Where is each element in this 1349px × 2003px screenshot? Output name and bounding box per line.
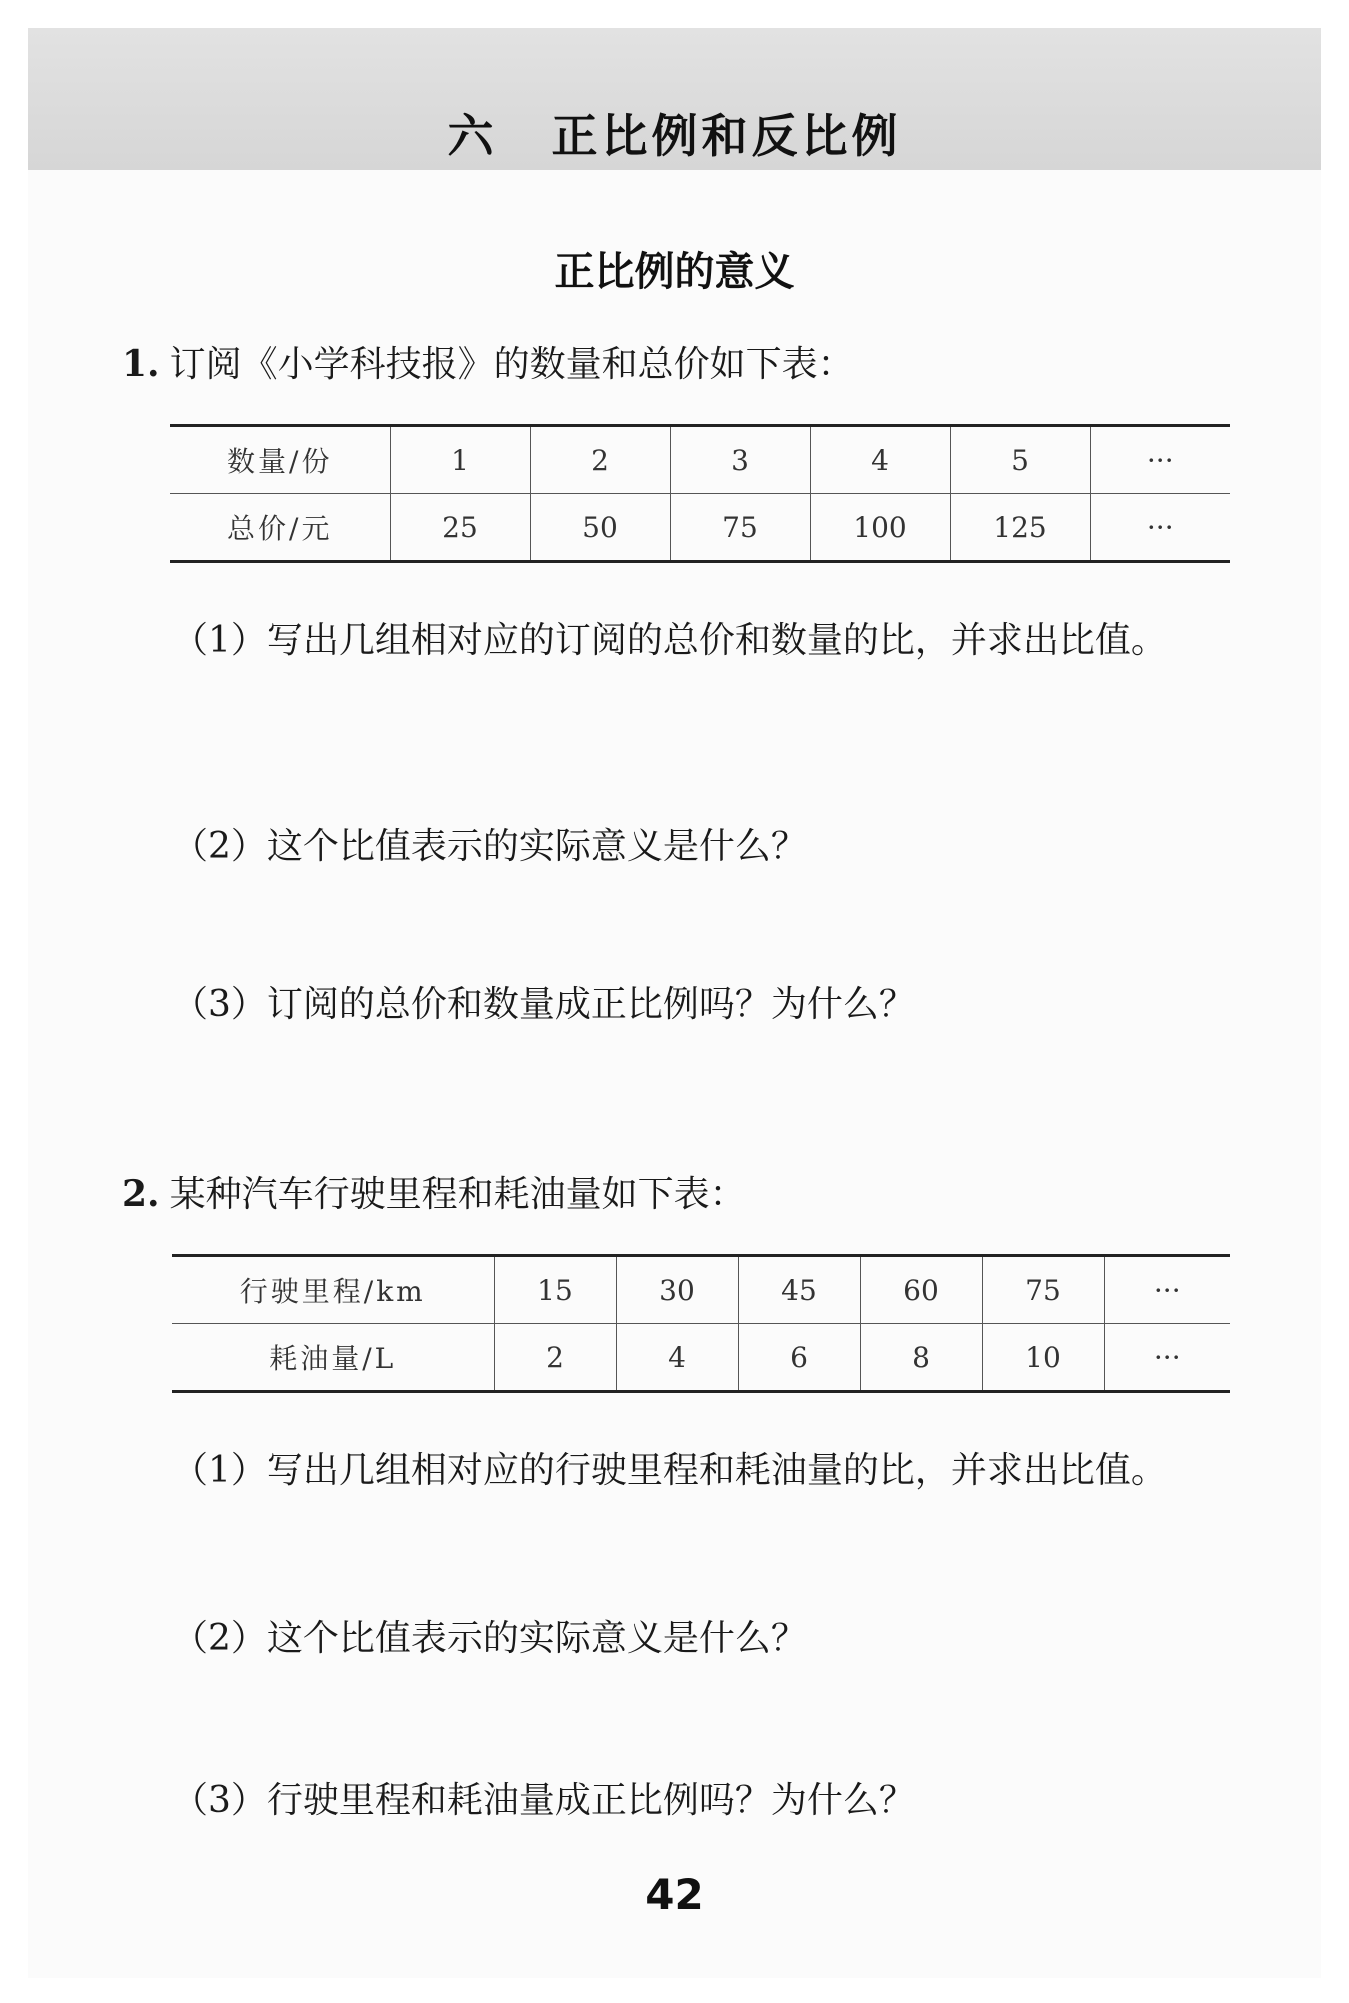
problem-2-prompt: [122, 1166, 746, 1217]
table-cell: 2: [494, 1324, 616, 1392]
question-2-1: （1）写出几组相对应的行驶里程和耗油量的比，并求出比值。: [172, 1450, 1167, 1491]
row-header: 行驶里程/km: [172, 1256, 494, 1324]
table-row: [172, 1324, 1230, 1392]
table-cell: 75: [982, 1256, 1104, 1324]
table-cell: ···: [1090, 494, 1230, 562]
table-cell: 45: [738, 1256, 860, 1324]
table-cell: 50: [530, 494, 670, 562]
question-2-3: （3）行驶里程和耗油量成正比例吗？为什么？: [172, 1780, 915, 1821]
table-cell: 5: [950, 426, 1090, 494]
table-row: [170, 426, 1230, 494]
section-title: 正比例的意义: [554, 249, 795, 295]
table-cell: 3: [670, 426, 810, 494]
subscription-table: [170, 424, 1230, 563]
table-cell: 4: [616, 1324, 738, 1392]
table-cell: 6: [738, 1324, 860, 1392]
row-header: 耗油量/L: [269, 1342, 397, 1375]
question-1-2: （2）这个比值表示的实际意义是什么？: [172, 826, 807, 867]
question-2-2: （2）这个比值表示的实际意义是什么？: [172, 1618, 807, 1659]
fuel-table: [172, 1254, 1230, 1393]
row-header: 总价/元: [227, 512, 333, 545]
problem-1-prompt: [122, 336, 854, 387]
problem-number: 1.: [122, 343, 160, 385]
table-cell: 60: [860, 1256, 982, 1324]
table-cell: ···: [1104, 1256, 1230, 1324]
question-1-1: （1）写出几组相对应的订阅的总价和数量的比，并求出比值。: [172, 620, 1167, 661]
table-cell: 75: [670, 494, 810, 562]
table-cell: 100: [810, 494, 950, 562]
table-cell: ···: [1104, 1324, 1230, 1392]
table-cell: ···: [1090, 426, 1230, 494]
table-cell: 4: [810, 426, 950, 494]
table-cell: 30: [616, 1256, 738, 1324]
question-1-3: （3）订阅的总价和数量成正比例吗？为什么？: [172, 984, 915, 1025]
table-row: [172, 1256, 1230, 1324]
row-header: 数量/份: [170, 426, 390, 494]
table-cell: 8: [860, 1324, 982, 1392]
chapter-title: [0, 100, 1349, 166]
problem-text: 订阅《小学科技报》的数量和总价如下表：: [169, 344, 854, 385]
table-cell: 2: [530, 426, 670, 494]
table-cell: 125: [950, 494, 1090, 562]
table-cell: 25: [390, 494, 530, 562]
table-row: [170, 494, 1230, 562]
table-cell: 1: [390, 426, 530, 494]
problem-number: 2.: [122, 1173, 160, 1215]
chapter-name: 正比例和反比例: [551, 109, 902, 163]
table-cell: 15: [494, 1256, 616, 1324]
problem-text: 某种汽车行驶里程和耗油量如下表：: [169, 1174, 746, 1215]
table-cell: 10: [982, 1324, 1104, 1392]
page-number: 42: [645, 1870, 704, 1919]
chapter-number: 六: [447, 109, 498, 163]
